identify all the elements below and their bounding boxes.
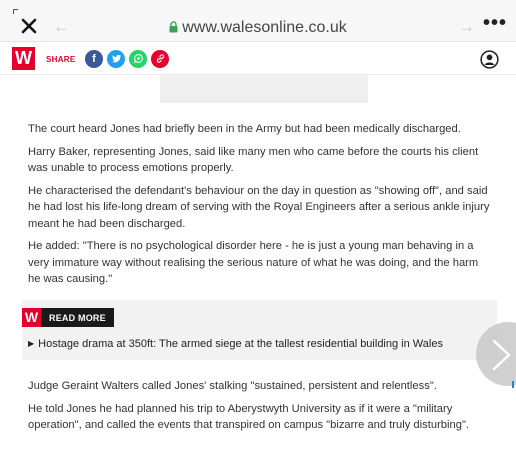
more-icon[interactable]: ••• — [483, 12, 508, 34]
article-paragraph: He characterised the defendant's behaviour on the day in question as "showing off", and said he had lost his life-long dream of serving with the Royal Engineers after a serious ankle injury meant he had been discharged. — [28, 184, 490, 230]
ad-placeholder — [160, 75, 368, 103]
article-paragraph: He told Jones he had planned his trip to Aberystwyth University as if it were a "military operation", and called the events that transpired on campus "bizarre and truly disturbing". — [28, 402, 470, 431]
link-icon[interactable] — [151, 50, 169, 68]
share-bar — [0, 43, 516, 75]
chevron-right-icon — [490, 338, 514, 372]
article-body-continued — [28, 378, 498, 440]
article-body — [28, 121, 490, 294]
facebook-icon[interactable] — [85, 50, 103, 68]
share-label: SHARE — [46, 55, 76, 64]
read-more-logo: W — [22, 308, 41, 327]
back-arrow-icon[interactable]: ← — [53, 17, 70, 36]
article-paragraph: Judge Geraint Walters called Jones' stalking "sustained, persistent and relentless". — [28, 380, 437, 392]
read-more-box — [22, 300, 497, 360]
read-more-label: READ MORE — [49, 312, 106, 323]
read-more-link-text: Hostage drama at 350ft: The armed siege at the tallest residential building in Wales — [38, 338, 443, 350]
read-more-badge — [22, 308, 114, 327]
article-paragraph: Harry Baker, representing Jones, said like many men who came before the courts his client was unable to process emotions properly. — [28, 145, 479, 174]
forward-arrow-icon[interactable]: → — [458, 17, 475, 36]
twitter-icon[interactable] — [107, 50, 125, 68]
lock-icon — [169, 20, 178, 32]
triangle-right-icon: ▶ — [28, 339, 35, 348]
url-text: www.walesonline.co.uk — [182, 19, 347, 36]
address-bar[interactable] — [0, 19, 516, 37]
account-icon[interactable] — [480, 50, 499, 69]
walesonline-logo[interactable]: W — [12, 47, 35, 70]
scroll-indicator — [512, 381, 514, 388]
browser-toolbar — [0, 0, 516, 42]
article-paragraph: He added: "There is no psychological disorder here - he is just a young man behaving in a very immature way without realising the serious nature of what he was doing, and the harm he was causing." — [28, 240, 479, 285]
read-more-link[interactable] — [28, 337, 443, 351]
article-paragraph: The court heard Jones had briefly been in the Army but had been medically discharged. — [28, 123, 461, 135]
facebook-glyph: f — [92, 53, 96, 65]
corner-mark — [13, 9, 18, 14]
whatsapp-icon[interactable] — [129, 50, 147, 68]
